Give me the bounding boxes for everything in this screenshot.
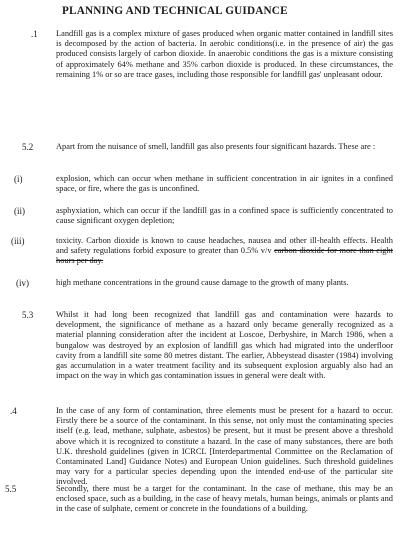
item-number: (i)	[14, 174, 23, 184]
item-number: (iii)	[11, 236, 25, 246]
paragraph-text: In the case of any form of contamination, three elements must be present for a hazard to occur. Firstly there be a source of the contaminant. In this sense, not only must the contaminating species itself (e.g. lead, methane, sulphate, asbestos) be present, but it must be present above a threshold above which it is recognized to constitute a hazard. In the case of many substances, there are both U.K. threshold guidelines (given in ICRCL [Interdepartmental Committee on the Reclamation of Contaminated Land] Guidance Notes) and European Union guidelines. Such threshold guidelines may vary for a particular species depending upon the intended end-use of the particular site involved.	[56, 406, 393, 487]
paragraph-text: Secondly, there must be a target for the contaminant. In the case of methane, this may be an enclosed space, such as a building, in the case of heavy metals, human beings, animals or plants and in the case of sulphate, cement or concrete in the foundations of a building.	[56, 484, 393, 514]
paragraph-number: .1	[31, 29, 38, 39]
hazard-item-toxicity	[0, 236, 405, 268]
paragraph-5-3	[0, 310, 405, 402]
item-number: (iv)	[16, 278, 29, 288]
paragraph-text: Apart from the nuisance of smell, landfill gas also presents four significant hazards. These are :	[56, 142, 376, 151]
item-text: asphyxiation, which can occur if the landfill gas in a confined space is sufficiently concentrated to cause significant oxygen depletion;	[56, 206, 393, 226]
paragraph-5-2	[0, 142, 405, 164]
paragraph-text: Landfill gas is a complex mixture of gases produced when organic matter contained in landfill sites is decomposed by the action of bacteria. In aerobic conditions(i.e. in the presence of air) the gas produced consists largely of carbon dioxide. In anaerobic conditions the gas is a mixture consisting of approximately 64% methane and 35% carbon dioxide is produced. In these circumstances, the remaining 1% or so are trace gases, including those responsible for landfill gas' unpleasant odour.	[56, 29, 393, 79]
item-number: (ii)	[14, 206, 25, 216]
item-text-main: toxicity. Carbon dioxide is known to cause headaches, nausea and other ill-health effects. Health and safety regulations forbid exposure to greater than 0.5% v/v	[56, 236, 393, 256]
paragraph-number: 5.3	[22, 310, 34, 320]
struck-through-text: carbon dioxide for more than eight hours per day.	[56, 246, 393, 266]
paragraph-text: Whilst it had long been recognized that landfill gas and contamination were hazards to development, the significance of methane as a hazard only became generally recognized as a material planning consideration after the incident at Loscoe, Derbyshire, in March 1986, when a bungalow was destroyed by an explosion of landfill gas which had migrated into the underfloor cavity from a landfill site some 80 metres distant. The earlier, Abbeystead disaster (1984) involving gas accumulation in a water treatment facility and its subsequent explosion arguably also had an impact on the way in which gas contamination issues in general were dealt with.	[56, 310, 393, 381]
hazard-item-explosion	[0, 174, 405, 196]
item-text: explosion, which can occur when methane in sufficient concentration in air ignites in a confined space, or fire, where the gas is unconfined.	[56, 174, 393, 194]
paragraph-number: 5.5	[5, 484, 17, 494]
paragraph-number: 5.2	[22, 142, 34, 152]
item-text: high methane concentrations in the ground cause damage to the growth of many plants.	[56, 278, 349, 287]
paragraph-number: .4	[10, 406, 17, 416]
hazard-item-plant-damage	[0, 278, 405, 300]
hazard-item-asphyxiation	[0, 206, 405, 228]
paragraph-5-1	[0, 29, 405, 111]
item-text	[56, 236, 393, 267]
paragraph-5-5	[0, 484, 405, 526]
page-title: PLANNING AND TECHNICAL GUIDANCE	[62, 5, 288, 17]
